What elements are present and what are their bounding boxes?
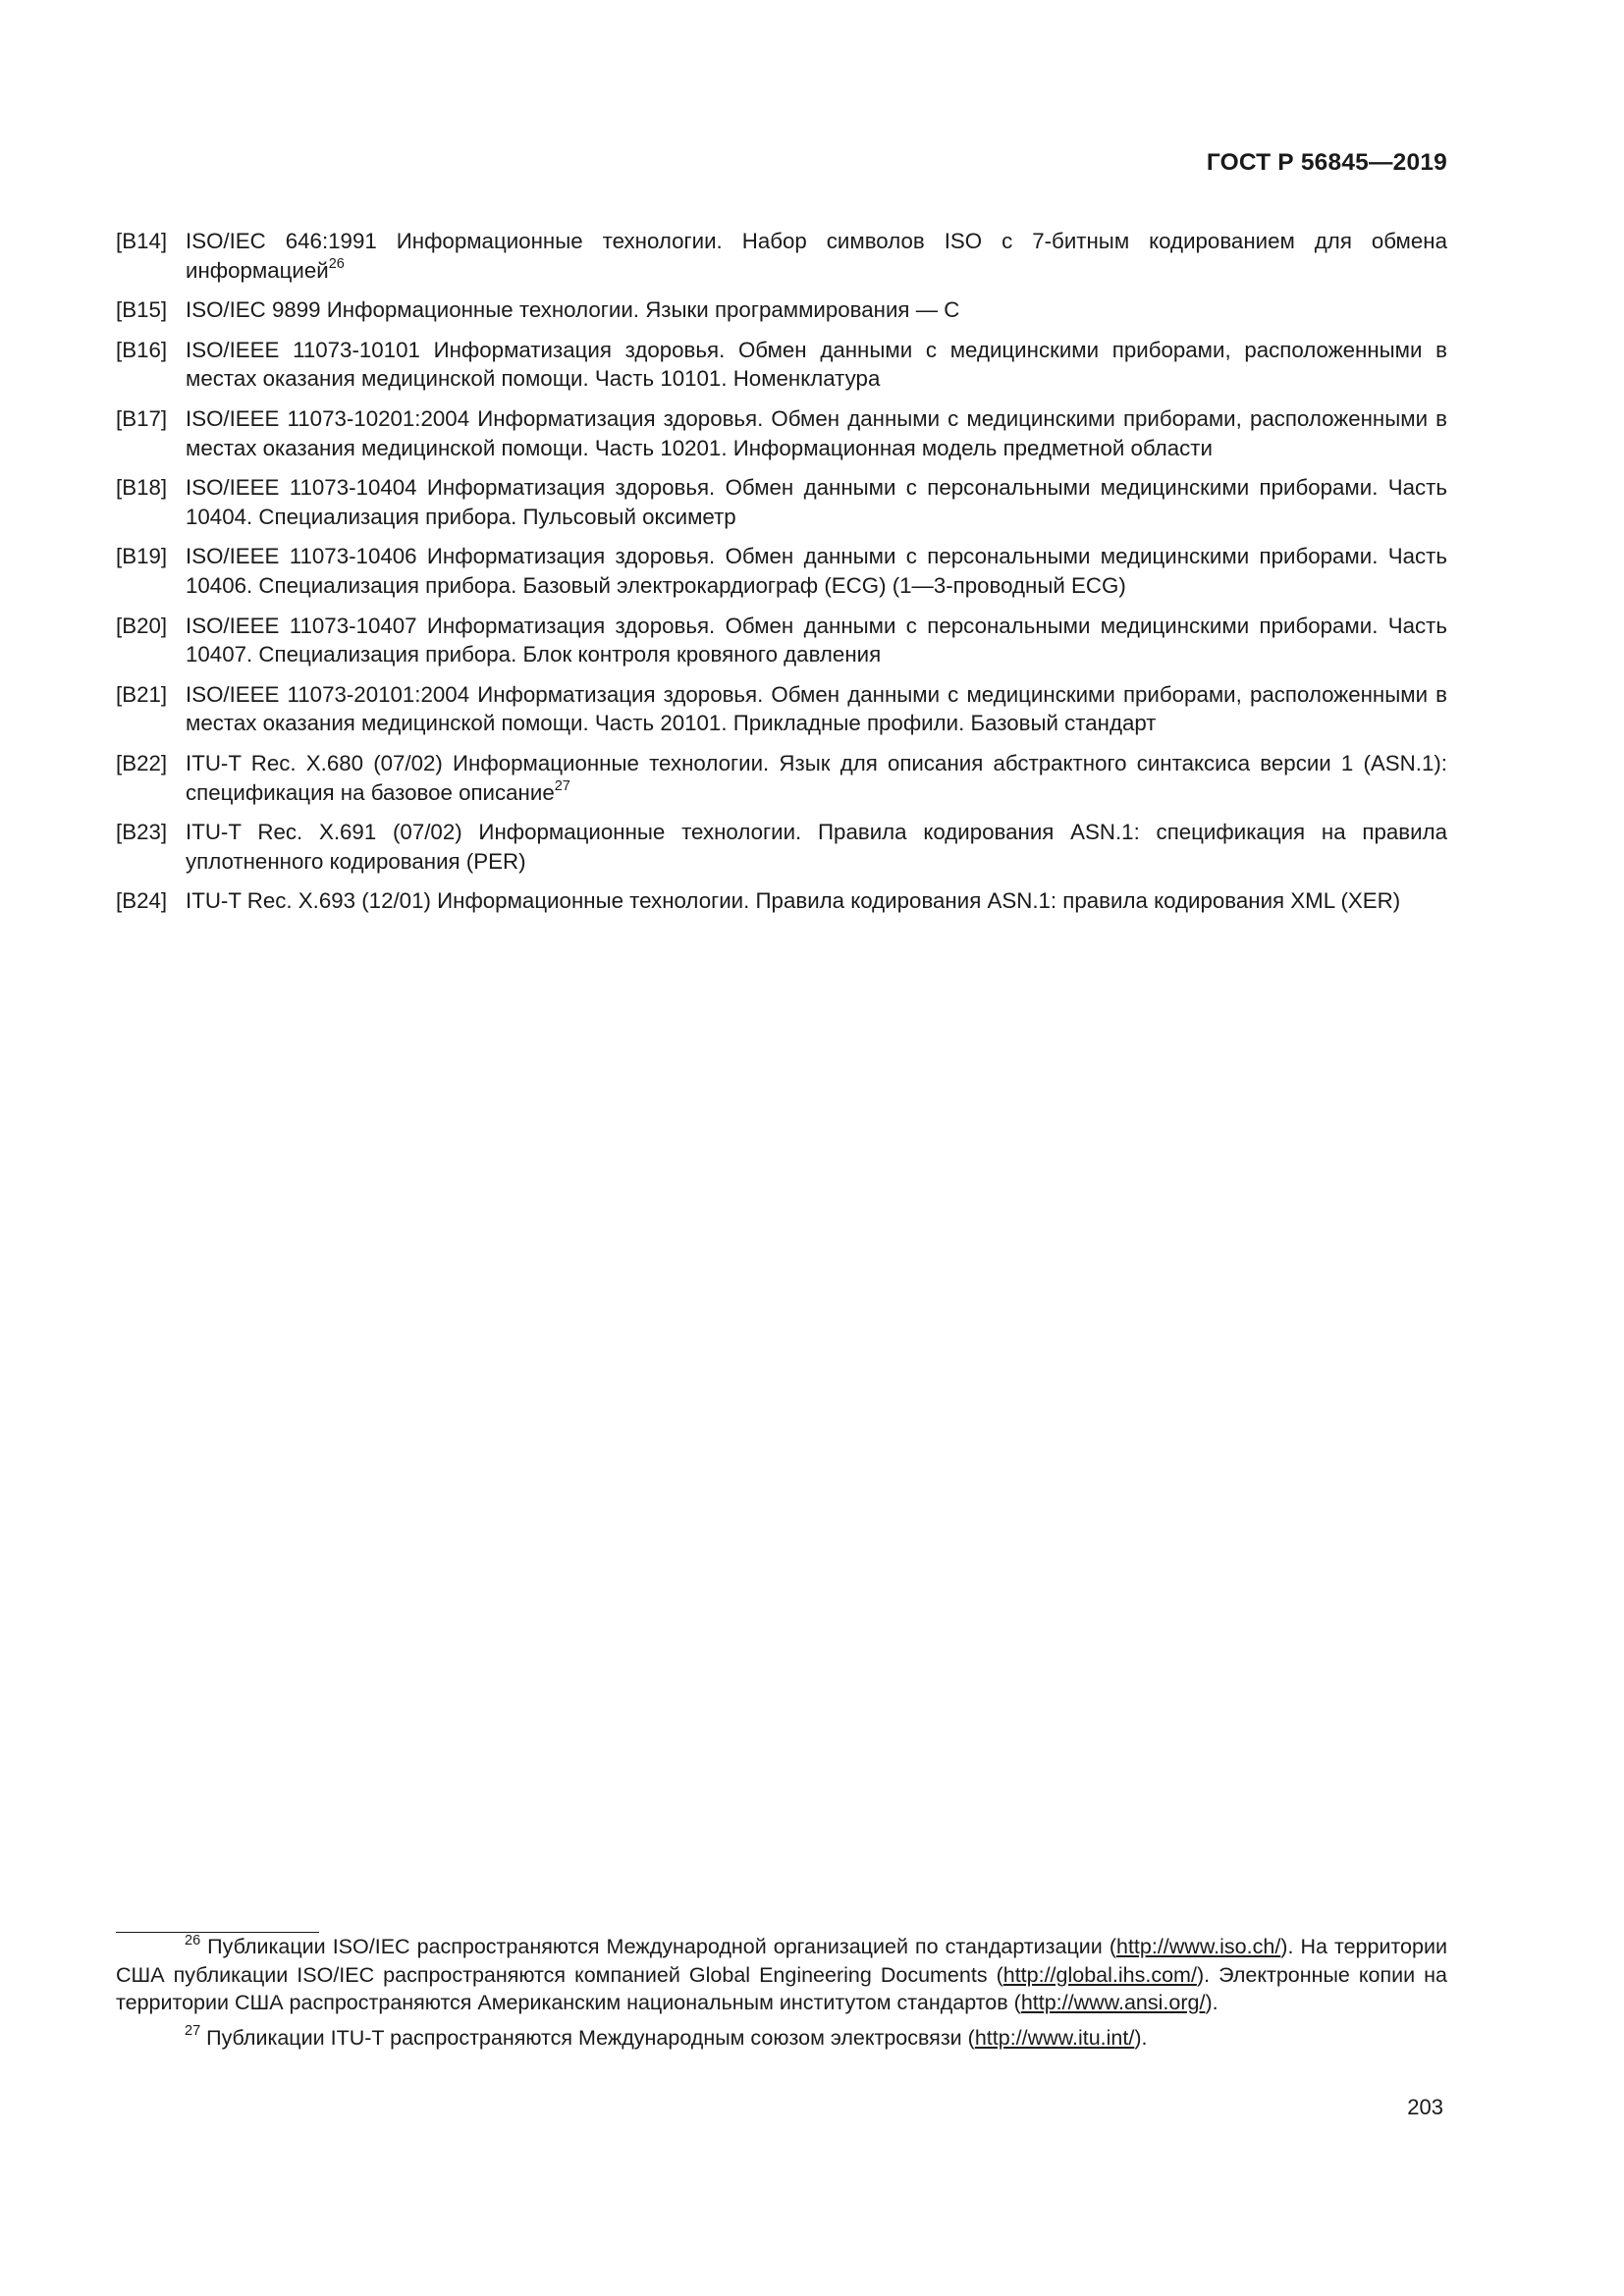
reference-code: [B19] [116, 544, 168, 569]
footnote-marker[interactable]: 26 [328, 256, 345, 273]
reference-text: ITU-T Rec. X.691 (07/02) Информационные технологии. Правила кодирования ASN.1: спецификация на правила уплотненного кодирования (PER) [186, 820, 1447, 874]
reference-code: [B16] [116, 337, 168, 362]
footnote-text: ). [1134, 2025, 1148, 2050]
reference-text: ISO/IEEE 11073-10201:2004 Информатизация здоровья. Обмен данными с медицинскими приборами, расположенными в местах оказания медицинской помощи. Часть 10201. Информационная модель предметной области [186, 405, 1447, 460]
reference-item [116, 227, 1447, 285]
reference-item [116, 542, 1447, 600]
reference-code: [B23] [116, 820, 168, 845]
reference-text: ITU-T Rec. X.680 (07/02) Информационные технологии. Язык для описания абстрактного синтаксиса версии 1 (ASN.1): спецификация на базовое описание$^{27}$ [186, 750, 1447, 805]
reference-text: ISO/IEEE 11073-10407 Информатизация здоровья. Обмен данными с персональными медицинскими приборами. Часть 10407. Специализация прибора. Блок контроля кровяного давления [186, 613, 1447, 667]
reference-code: [B24] [116, 888, 168, 914]
page-number: 203 [1407, 2095, 1443, 2119]
footnote-text: ). На территории США публикации ISO/IEC распространяются компанией Global Engineering Documents ( [116, 1935, 1447, 1987]
reference-item [116, 886, 1447, 916]
footnote-marker[interactable]: 27 [554, 778, 570, 795]
reference-item [116, 749, 1447, 807]
footnotes [116, 1933, 1447, 2058]
document-header: ГОСТ Р 56845—2019 [1206, 149, 1447, 176]
itu-link[interactable]: http://www.itu.int/ [974, 2025, 1135, 2050]
reference-item [116, 612, 1447, 669]
reference-text: ISO/IEC 9899 Информационные технологии. Языки программирования — C [186, 297, 960, 323]
footnote-text: Публикации ITU-T распространяются Международным союзом электросвязи ( [200, 2025, 975, 2050]
ansi-link[interactable]: http://www.ansi.org/ [1020, 1991, 1206, 2014]
footnote-text: ). Электронные копии на территории США распространяются Американским национальным институтом стандартов ( [116, 1962, 1448, 2014]
bibliography-list [116, 227, 1447, 927]
reference-code: [B15] [116, 297, 168, 323]
footnote-27 [116, 2024, 1447, 2053]
reference-code: [B20] [116, 613, 168, 638]
reference-item [116, 404, 1447, 462]
reference-text: ISO/IEC 646:1991 Информационные технологии. Набор символов ISO с 7-битным кодированием для обмена информацией$^{26}$ [186, 229, 1447, 283]
reference-code: [B22] [116, 750, 168, 775]
reference-code: [B17] [116, 405, 168, 431]
reference-text: ISO/IEEE 11073-10404 Информатизация здоровья. Обмен данными с персональными медицинскими приборами. Часть 10404. Специализация прибора. Пульсовый оксиметр [186, 475, 1447, 529]
reference-text: ISO/IEEE 11073-10101 Информатизация здоровья. Обмен данными с медицинскими приборами, расположенными в местах оказания медицинской помощи. Часть 10101. Номенклатура [186, 337, 1447, 392]
reference-code: [B18] [116, 475, 168, 501]
reference-item [116, 336, 1447, 394]
footnote-text: Публикации ISO/IEC распространяются Международной организацией по стандартизации ( [200, 1935, 1116, 1958]
reference-item [116, 818, 1447, 876]
reference-text: ISO/IEEE 11073-20101:2004 Информатизация здоровья. Обмен данными с медицинскими приборами, расположенными в местах оказания медицинской помощи. Часть 20101. Прикладные профили. Базовый стандарт [186, 681, 1447, 736]
footnote-text: ). [1205, 1991, 1218, 2014]
reference-text: ITU-T Rec. X.693 (12/01) Информационные технологии. Правила кодирования ASN.1: правила кодирования XML (XER) [186, 888, 1401, 914]
reference-item [116, 295, 1447, 325]
reference-code: [B14] [116, 229, 168, 253]
ihs-link[interactable]: http://global.ihs.com/ [1002, 1962, 1197, 1987]
footnote-number: 26 [185, 1932, 201, 1949]
reference-code: [B21] [116, 681, 168, 707]
reference-text: ISO/IEEE 11073-10406 Информатизация здоровья. Обмен данными с персональными медицинскими приборами. Часть 10406. Специализация прибора. Базовый электрокардиограф (ECG) (1—3-проводный ECG) [186, 544, 1447, 598]
reference-item [116, 680, 1447, 738]
footnote-number: 27 [185, 2023, 201, 2040]
reference-item [116, 473, 1447, 531]
iso-link[interactable]: http://www.iso.ch/ [1116, 1935, 1281, 1958]
footnote-26 [116, 1933, 1447, 2017]
